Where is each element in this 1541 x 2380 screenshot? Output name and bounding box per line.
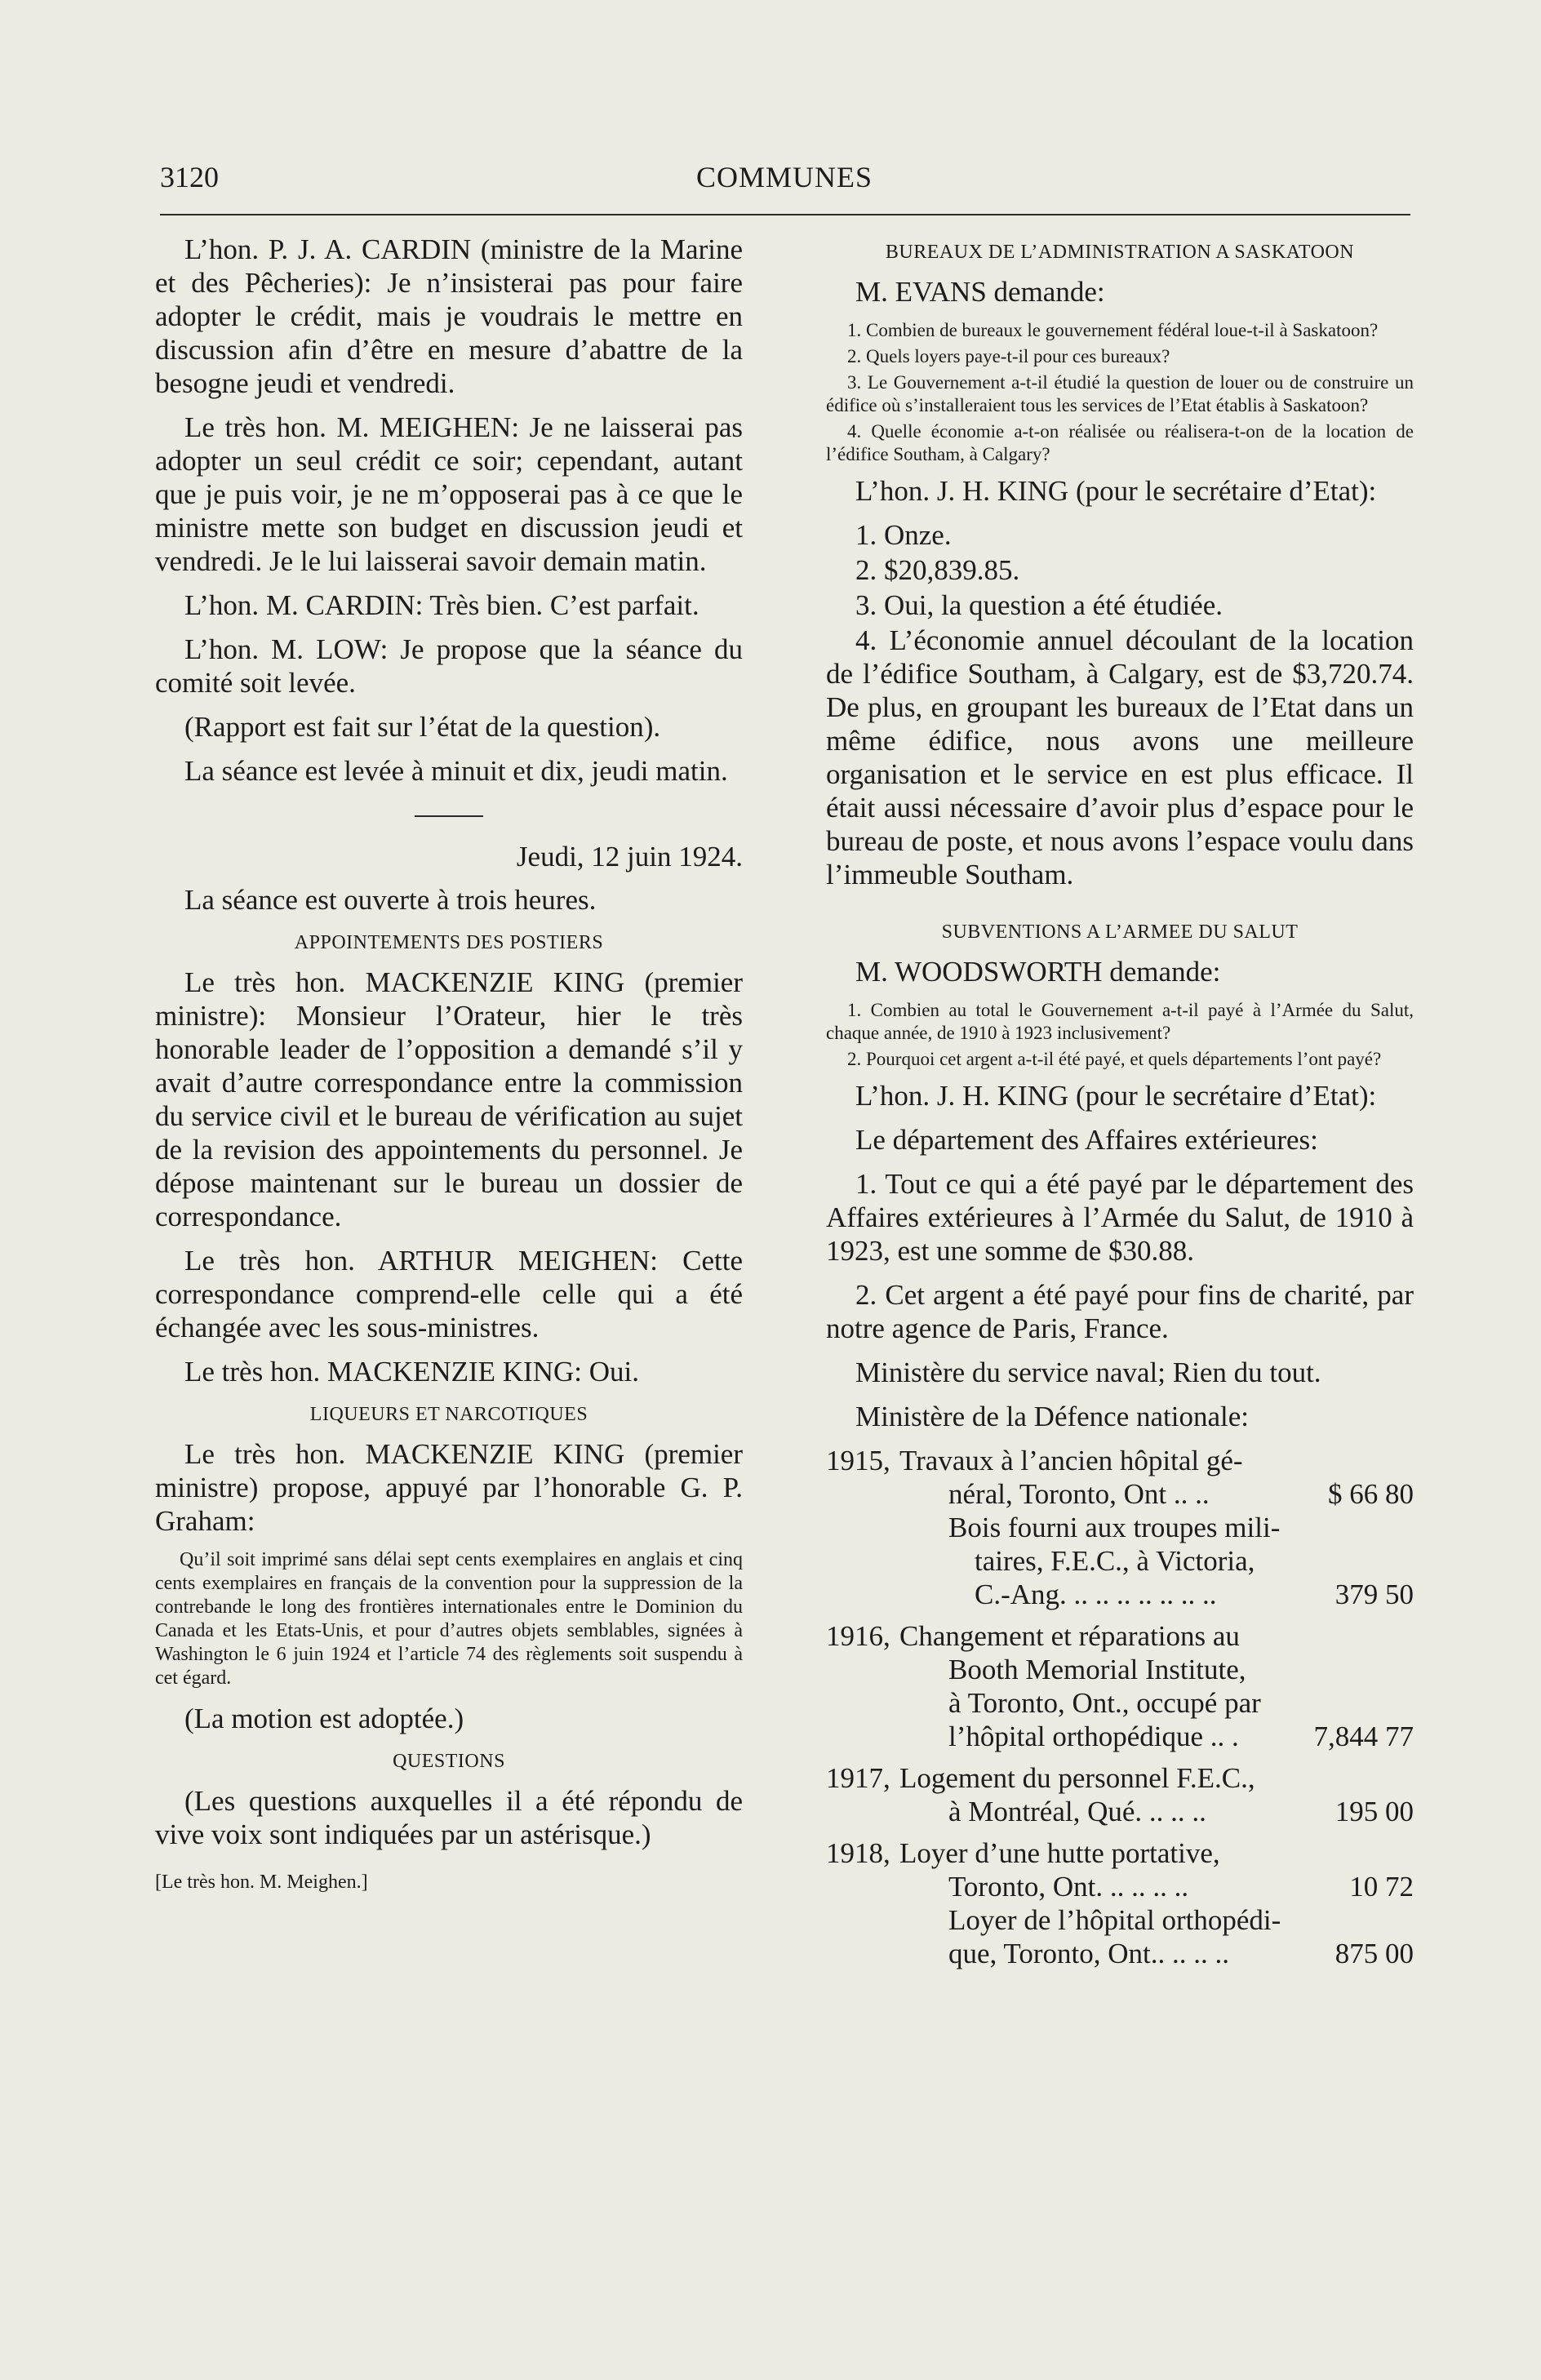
paragraph: 1. Tout ce qui a été payé par le département des Affaires extérieures à l’Armée du Salut, de 1910 à 1923, est une somme de $30.88. xyxy=(826,1168,1414,1267)
section-heading: QUESTIONS xyxy=(393,1751,505,1772)
answer-item: 2. $20,839.85. xyxy=(855,554,1020,586)
answer-item: 3. Oui, la question a été étudiée. xyxy=(855,589,1223,621)
paragraph: Le département des Affaires extérieures: xyxy=(855,1124,1318,1156)
ledger-amount: 7,844 77 xyxy=(1313,1721,1414,1752)
expense-ledger xyxy=(826,1444,1414,1970)
page-header xyxy=(160,160,1409,206)
paragraph: (Les questions auxquelles il a été répondu de vive voix sont indiquées par un astérisque.) xyxy=(155,1785,743,1850)
running-title: COMMUNES xyxy=(695,161,873,193)
ledger-text: néral, Toronto, Ont .. .. xyxy=(948,1478,1210,1510)
section-heading: LIQUEURS ET NARCOTIQUES xyxy=(309,1404,588,1425)
paragraph: Ministère du service naval; Rien du tout. xyxy=(855,1357,1321,1388)
answer-speaker: L’hon. J. H. KING (pour le secrétaire d’Etat): xyxy=(855,1080,1377,1112)
paragraph: 2. Cet argent a été payé pour fins de charité, par notre agence de Paris, France. xyxy=(826,1279,1414,1344)
question-item: 1. Combien de bureaux le gouvernement fédéral loue-t-il à Saskatoon? xyxy=(847,320,1379,340)
section-heading: SUBVENTIONS A L’ARMEE DU SALUT xyxy=(941,921,1299,943)
ledger-text: Booth Memorial Institute, xyxy=(948,1654,1246,1685)
ledger-entry xyxy=(826,1444,1414,1611)
right-column xyxy=(826,233,1414,1978)
left-column xyxy=(155,233,743,1894)
ledger-amount: 875 00 xyxy=(1334,1938,1414,1969)
paragraph: Le très hon. MACKENZIE KING (premier ministre): Monsieur l’Orateur, hier le très honorable leader de l’opposition a demandé s’il y avait d’autre correspondance entre la commission du service civil et le bureau de vérification au sujet de la revision des appointements du personnel. Je dépose maintenant sur le bureau un dossier de correspondance. xyxy=(155,966,743,1232)
question-item: 4. Quelle économie a-t-on réalisée ou réalisera-t-on de la location de l’édifice Southam, à Calgary? xyxy=(826,421,1414,464)
ledger-text: Changement et réparations au xyxy=(899,1620,1240,1652)
ledger-entry xyxy=(826,1619,1414,1753)
ledger-text: Logement du personnel F.E.C., xyxy=(899,1762,1255,1794)
question-item: 2. Pourquoi cet argent a-t-il été payé, et quels départements l’ont payé? xyxy=(847,1049,1382,1069)
ledger-text: Loyer d’une hutte portative, xyxy=(899,1837,1220,1869)
speaker-footer: [Le très hon. M. Meighen.] xyxy=(155,1872,368,1893)
ledger-amount: $ 66 80 xyxy=(1328,1478,1414,1510)
ledger-text: Toronto, Ont. .. .. .. .. xyxy=(948,1871,1189,1903)
motion-text: Qu’il soit imprimé sans délai sept cents exemplaires en anglais et cinq cents exemplaires en français de la convention pour la suppression de la contrebande le long des frontières internationales entre le Dominion du Canada et les Etats-Unis, et pour d’autres objets semblables, signées à Washington le 6 juin 1924 et l’article 74 des règlements soit suspendu à cet égard. xyxy=(155,1549,743,1689)
section-divider xyxy=(415,815,483,817)
ledger-year: 1917, xyxy=(826,1762,890,1794)
question-item: 1. Combien au total le Gouvernement a-t-il payé à l’Armée du Salut, chaque année, de 1910 à 1923 inclusivement? xyxy=(826,1000,1414,1043)
ledger-year: 1915, xyxy=(826,1445,890,1476)
ledger-text: que, Toronto, Ont.. .. .. .. xyxy=(948,1938,1229,1969)
ledger-text: taires, F.E.C., à Victoria, xyxy=(975,1545,1255,1577)
answer-speaker: L’hon. J. H. KING (pour le secrétaire d’Etat): xyxy=(855,475,1377,507)
answer-item: 1. Onze. xyxy=(855,519,952,551)
ledger-year: 1918, xyxy=(826,1837,890,1869)
paragraph: L’hon. M. LOW: Je propose que la séance du comité soit levée. xyxy=(155,633,743,699)
answer-item: 4. L’économie annuel découlant de la location de l’édifice Southam, à Calgary, est de $3,720.74. De plus, en groupant les bureaux de l’Etat dans un même édifice, nous avons une meilleure organisation et le service en est plus efficace. Il était aussi nécessaire d’avoir plus d’espace pour le bureau de poste, et nous avons l’espace voulu dans l’immeuble Southam. xyxy=(826,624,1414,890)
paragraph: L’hon. P. J. A. CARDIN (ministre de la Marine et des Pêcheries): Je n’insisterai pas pour faire adopter le crédit, mais je voudrais le mettre en discussion afin d’être en mesure d’abattre de la besogne jeudi et vendredi. xyxy=(155,233,743,399)
paragraph: Le très hon. MACKENZIE KING: Oui. xyxy=(184,1356,639,1388)
ledger-text: à Montréal, Qué. .. .. .. xyxy=(948,1796,1206,1827)
page-number: 3120 xyxy=(160,161,219,193)
ledger-entry xyxy=(826,1836,1414,1970)
paragraph: La séance est ouverte à trois heures. xyxy=(184,884,597,916)
question-asker: M. EVANS demande: xyxy=(855,276,1105,308)
paragraph: (La motion est adoptée.) xyxy=(184,1703,464,1734)
ledger-amount: 10 72 xyxy=(1349,1871,1414,1903)
ledger-text: Bois fourni aux troupes mili- xyxy=(948,1512,1281,1543)
paragraph: L’hon. M. CARDIN: Très bien. C’est parfait. xyxy=(184,589,699,621)
ledger-amount: 379 50 xyxy=(1334,1579,1414,1610)
ledger-text: Loyer de l’hôpital orthopédi- xyxy=(948,1904,1281,1936)
header-rule xyxy=(160,214,1410,215)
section-heading: APPOINTEMENTS DES POSTIERS xyxy=(294,932,604,953)
paragraph: Le très hon. MACKENZIE KING (premier ministre) propose, appuyé par l’honorable G. P. Graham: xyxy=(155,1438,743,1537)
paragraph: (Rapport est fait sur l’état de la question). xyxy=(184,711,661,743)
question-item: 2. Quels loyers paye-t-il pour ces bureaux? xyxy=(847,346,1170,366)
ledger-text: Travaux à l’ancien hôpital gé- xyxy=(899,1445,1243,1476)
paragraph: Le très hon. ARTHUR MEIGHEN: Cette correspondance comprend-elle celle qui a été échangée avec les sous-ministres. xyxy=(155,1245,743,1343)
paragraph: Ministère de la Défence nationale: xyxy=(855,1401,1250,1432)
ledger-year: 1916, xyxy=(826,1620,890,1652)
ledger-text: C.-Ang. .. .. .. .. .. .. .. xyxy=(975,1579,1217,1610)
question-item: 3. Le Gouvernement a-t-il étudié la question de louer ou de construire un édifice où s’installeraient tous les services de l’Etat établis à Saskatoon? xyxy=(826,372,1414,415)
ledger-amount: 195 00 xyxy=(1334,1796,1414,1827)
ledger-text: l’hôpital orthopédique .. . xyxy=(948,1721,1239,1752)
section-heading: BUREAUX DE L’ADMINISTRATION A SASKATOON xyxy=(885,242,1355,263)
paragraph: La séance est levée à minuit et dix, jeudi matin. xyxy=(184,755,728,787)
ledger-text: à Toronto, Ont., occupé par xyxy=(948,1687,1261,1719)
paragraph: Le très hon. M. MEIGHEN: Je ne laisserai pas adopter un seul crédit ce soir; cependant, autant que je puis voir, je ne m’opposerai pas à ce que le ministre mette son budget en discussion jeudi et vendredi. Je le lui laisserai savoir demain matin. xyxy=(155,411,743,577)
question-asker: M. WOODSWORTH demande: xyxy=(855,956,1221,988)
ledger-entry xyxy=(826,1761,1414,1828)
sitting-date: Jeudi, 12 juin 1924. xyxy=(516,841,743,873)
